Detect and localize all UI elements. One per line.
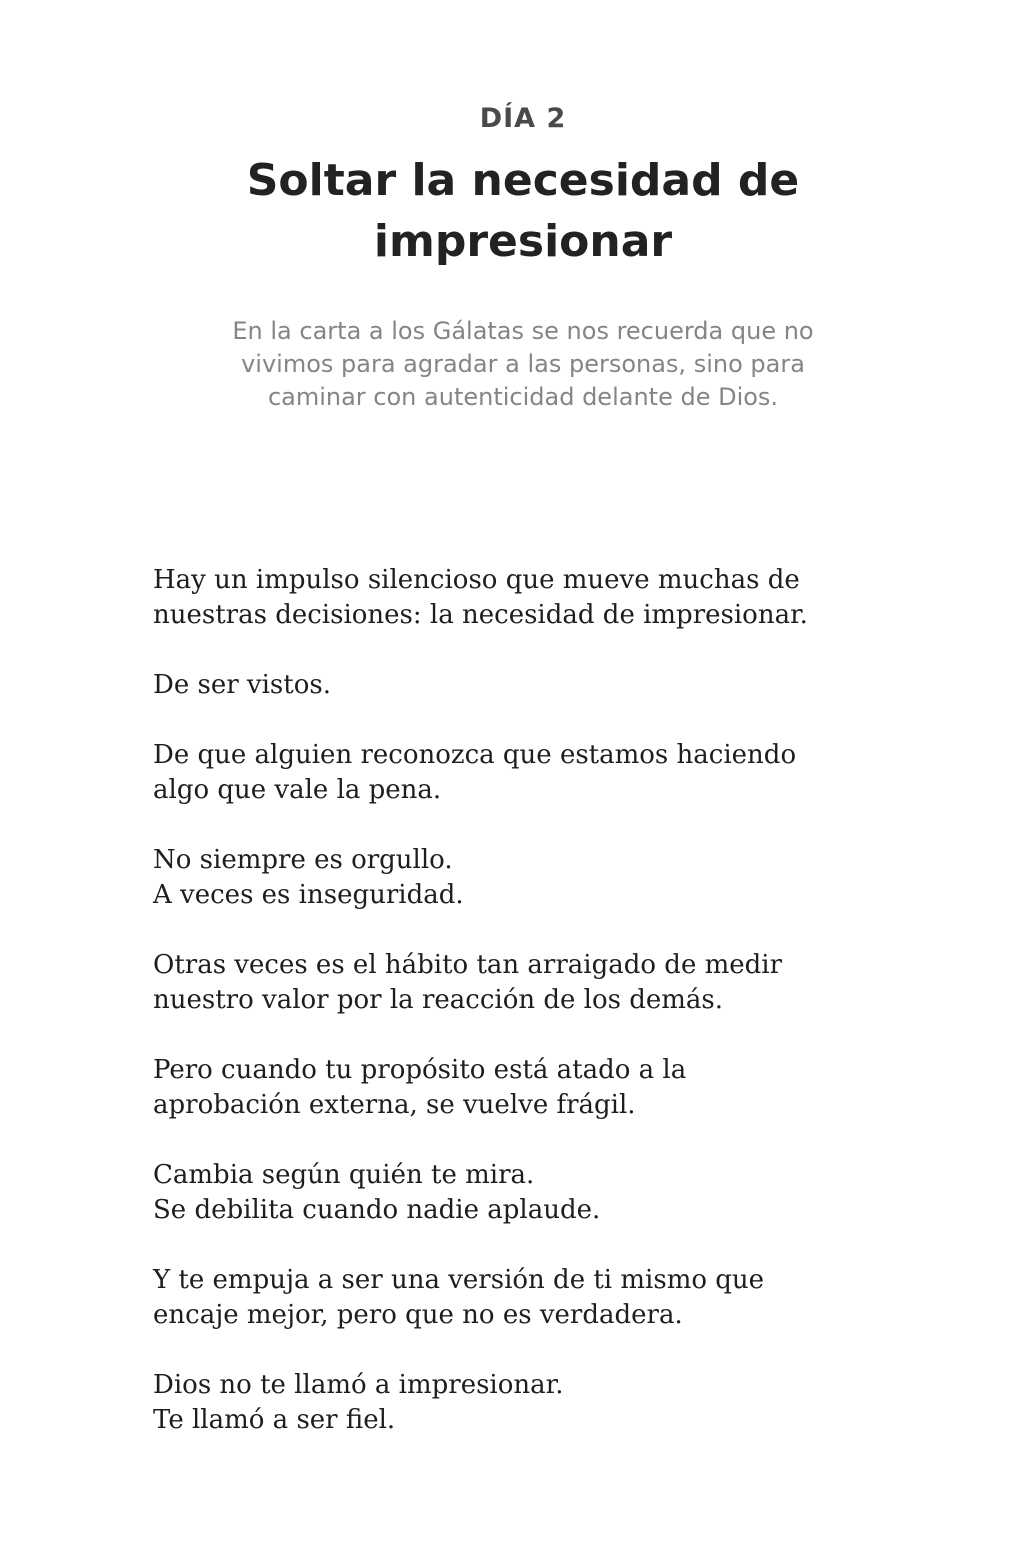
- subtitle-line: En la carta a los Gálatas se nos recuerda que no: [232, 317, 814, 345]
- paragraph: [153, 1368, 953, 1438]
- day-label: DÍA 2: [479, 103, 567, 134]
- subtitle: [150, 315, 896, 414]
- title-line: Soltar la necesidad de: [246, 155, 800, 206]
- paragraph-line: No siempre es orgullo.: [153, 845, 453, 875]
- paragraph-line: Hay un impulso silencioso que mueve muchas de: [153, 565, 800, 595]
- subtitle-line: caminar con autenticidad delante de Dios.: [267, 383, 779, 411]
- paragraph-line: aprobación externa, se vuelve frágil.: [153, 1090, 636, 1120]
- paragraph-line: Se debilita cuando nadie aplaude.: [153, 1195, 601, 1225]
- paragraph-line: Otras veces es el hábito tan arraigado de medir: [153, 950, 783, 980]
- paragraph-line: Te llamó a ser fiel.: [153, 1405, 396, 1435]
- subtitle-line: vivimos para agradar a las personas, sino para: [241, 350, 805, 378]
- paragraph: [153, 1263, 953, 1333]
- paragraph-line: De que alguien reconozca que estamos haciendo: [153, 740, 797, 770]
- paragraph: [153, 1158, 953, 1228]
- paragraph: [153, 1053, 953, 1123]
- paragraph: [153, 563, 953, 633]
- paragraph-line: encaje mejor, pero que no es verdadera.: [153, 1300, 683, 1330]
- paragraph: [153, 738, 953, 808]
- paragraph-line: De ser vistos.: [153, 670, 331, 700]
- paragraph-line: algo que vale la pena.: [153, 775, 442, 805]
- paragraph-line: nuestras decisiones: la necesidad de impresionar.: [153, 600, 808, 630]
- page-title: [180, 150, 866, 272]
- paragraph-line: A veces es inseguridad.: [153, 880, 464, 910]
- paragraph-line: Y te empuja a ser una versión de ti mismo que: [153, 1265, 765, 1295]
- paragraph-line: Pero cuando tu propósito está atado a la: [153, 1055, 687, 1085]
- paragraph: [153, 668, 953, 703]
- paragraph-line: nuestro valor por la reacción de los demás.: [153, 985, 724, 1015]
- body-text: [153, 563, 953, 1473]
- paragraph: [153, 843, 953, 913]
- paragraph: [153, 948, 953, 1018]
- paragraph-line: Cambia según quién te mira.: [153, 1160, 535, 1190]
- paragraph-line: Dios no te llamó a impresionar.: [153, 1370, 564, 1400]
- title-line: impresionar: [373, 216, 673, 267]
